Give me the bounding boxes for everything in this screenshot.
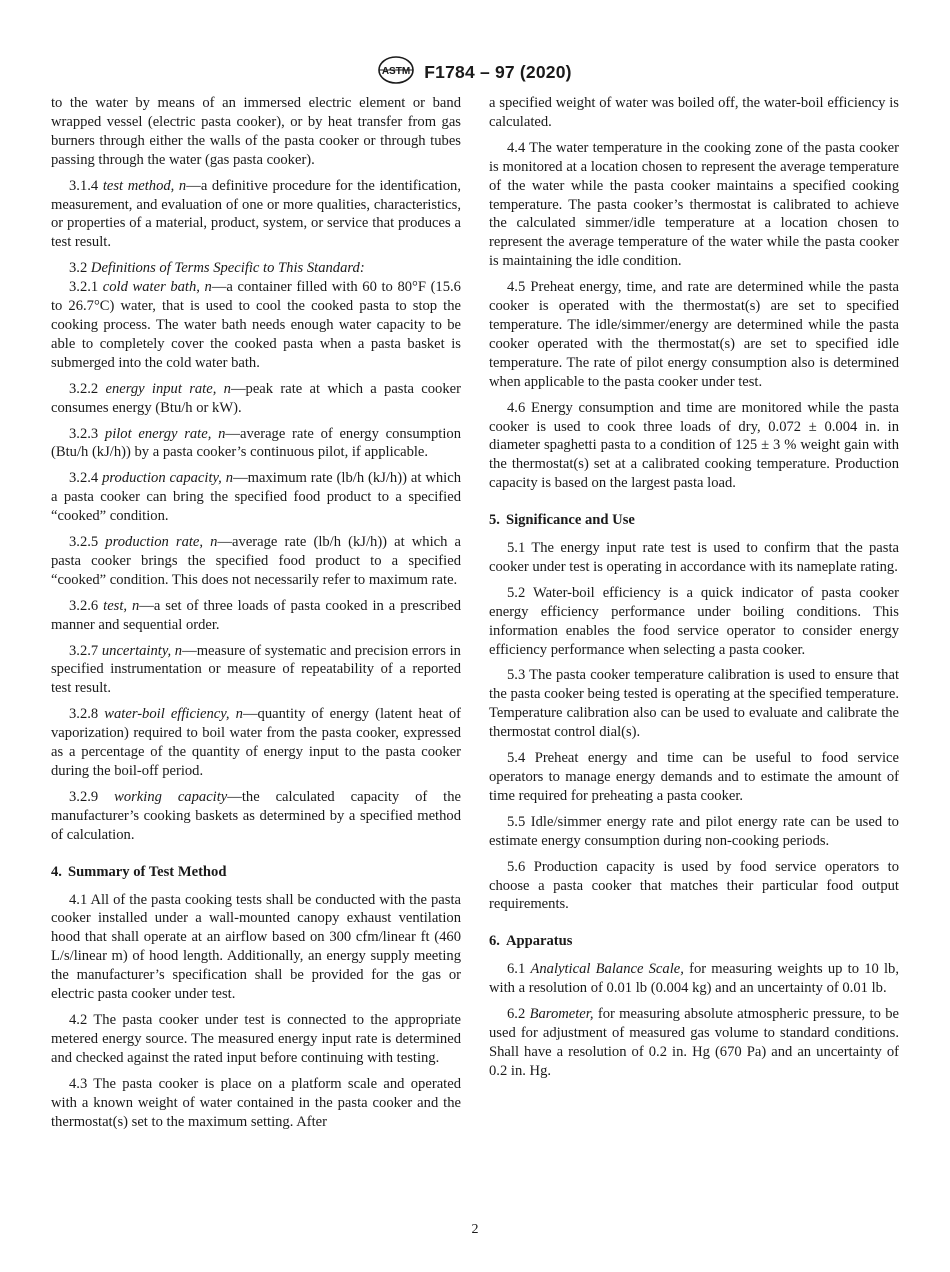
paragraph-5-5: 5.5 Idle/simmer energy rate and pilot energy rate can be used to estimate energy consumption during non-cooking periods. [489, 813, 899, 849]
paragraph-6-2: 6.2 Barometer, for measuring absolute atmospheric pressure, to be used for adjustment of measured gas volume to standard conditions. Shall have a resolution of 0.2 in. Hg (670 Pa) and an uncertainty of 0.2 in. Hg. [489, 1006, 899, 1079]
definition-3-2-1: 3.2.1 cold water bath, n—a container filled with 60 to 80°F (15.6 to 26.7°C) water, that is used to cool the cooked pasta to stop the cooking process. The water bath needs enough water capacity to be able to completely cover the cooked pasta when a pasta basket is submerged into the cold water bath. [51, 279, 461, 371]
section-5-heading: 5. Significance and Use [489, 512, 635, 529]
page-header [0, 56, 950, 86]
section-3-2-heading: 3.2 Definitions of Terms Specific to This Standard: [69, 260, 365, 277]
paragraph-4-3: 4.3 The pasta cooker is place on a platform scale and operated with a known weight of water contained in the pasta cooker and the thermostat(s) set to the maximum setting. After [51, 1075, 461, 1130]
definition-3-2-3: 3.2.3 pilot energy rate, n—average rate of energy consumption (Btu/h (kJ/h)) by a pasta cooker’s continuous pilot, if applicable. [51, 425, 461, 461]
paragraph-4-4: 4.4 The water temperature in the cooking zone of the pasta cooker is monitored at a location chosen to represent the average temperature of the water while the pasta cooker maintains a specified cooking temperature. The pasta cooker’s thermostat is calibrated to achieve the calculated simmer/idle temperature at a location chosen to represent the average temperature of the water while the pasta cooker is maintaining the idle condition. [489, 139, 899, 270]
paragraph-continued: to the water by means of an immersed electric element or band wrapped vessel (electric pasta cooker), or by heat transfer from gas burners through either the walls of the pasta cooker or through tubes passing through the water (gas pasta cooker). [51, 95, 461, 168]
svg-text:ASTM: ASTM [382, 66, 411, 77]
definition-3-2-9: 3.2.9 working capacity—the calculated capacity of the manufacturer’s cooking baskets as determined by a specified method of calculation. [51, 788, 462, 843]
left-column [51, 94, 461, 1138]
standard-designation: F1784 – 97 (2020) [424, 62, 572, 82]
definition-3-2-8: 3.2.8 water-boil efficiency, n—quantity of energy (latent heat of vaporization) required to boil water from the pasta cooker, expressed as a percentage of the quantity of energy input to the pasta cooker during the boil-off period. [51, 706, 461, 779]
paragraph-continued-right: a specified weight of water was boiled off, the water-boil efficiency is calculated. [489, 95, 899, 130]
paragraph-5-4: 5.4 Preheat energy and time can be useful to food service operators to manage energy demands and to estimate the amount of time required for preheating a pasta cooker. [489, 750, 899, 804]
paragraph-4-2: 4.2 The pasta cooker under test is connected to the appropriate metered energy source. The measured energy input rate is determined and checked against the rated input before continuing with testing. [51, 1011, 461, 1066]
definition-3-2-4: 3.2.4 production capacity, n—maximum rate (lb/h (kJ/h)) at which a pasta cooker can bring the specified food product to a specified “cooked” condition. [51, 470, 462, 525]
right-column [489, 94, 899, 1088]
page-number: 2 [471, 1222, 479, 1237]
paragraph-5-6: 5.6 Production capacity is used by food service operators to choose a pasta cooker that matches their particular food output requirements. [489, 858, 899, 913]
paragraph-5-1: 5.1 The energy input rate test is used to confirm that the pasta cooker under test is operating in accordance with its nameplate rating. [489, 540, 899, 575]
definition-3-2-2: 3.2.2 energy input rate, n—peak rate at which a pasta cooker consumes energy (Btu/h or kW). [51, 380, 461, 416]
astm-logo-icon [378, 56, 414, 89]
section-6-heading: 6. Apparatus [489, 933, 573, 950]
paragraph-6-1: 6.1 Analytical Balance Scale, for measuring weights up to 10 lb, with a resolution of 0.01 lb (0.004 kg) and an uncertainty of 0.01 lb. [489, 961, 899, 997]
paragraph-4-6: 4.6 Energy consumption and time are monitored while the pasta cooker is used to cook three loads of dry, 0.072 ± 0.004 in. in diameter spaghetti pasta to a condition of 125 ± 3 % weight gain with the thermostat(s) set at a calibrated cooking temperature. Production capacity is based on the largest pasta load. [489, 399, 899, 492]
section-4-heading: 4. Summary of Test Method [51, 863, 227, 880]
definition-3-2-5: 3.2.5 production rate, n—average rate (lb/h (kJ/h)) at which a pasta cooker brings the specified food product to a specified “cooked” condition. This does not necessarily refer to maximum rate. [51, 534, 461, 588]
definition-3-1-4: 3.1.4 test method, n—a definitive procedure for the identification, measurement, and evaluation of one or more qualities, characteristics, or properties of a material, product, system, or service that produces a test result. [51, 177, 461, 251]
paragraph-4-5: 4.5 Preheat energy, time, and rate are determined while the pasta cooker is operated with the thermostat(s) are set to specified temperature. The idle/simmer/energy are determined while the pasta cooker operated with the thermostat(s) are set to specified idle temperature. The rate of pilot energy consumption also is determined when applicable to the pasta cooker under test. [489, 279, 899, 390]
definition-3-2-7: 3.2.7 uncertainty, n—measure of systematic and precision errors in specified instrumentation or measure of repeatability of a reported test result. [51, 642, 461, 697]
paragraph-4-1: 4.1 All of the pasta cooking tests shall be conducted with the pasta cooker installed under a wall-mounted canopy exhaust ventilation hood that shall operate at an airflow based on 300 cfm/linear ft (460 L/s/linear m) of hood length. Additionally, an energy supply meeting the manufacturer’s specification shall be provided for the gas or electric pasta cooker under test. [51, 891, 461, 1003]
paragraph-5-3: 5.3 The pasta cooker temperature calibration is used to ensure that the pasta cooker being tested is operating at the specified temperature. Temperature calibration also can be used to evaluate and calibrate the thermostat control dial(s). [489, 667, 900, 741]
paragraph-5-2: 5.2 Water-boil efficiency is a quick indicator of pasta cooker energy efficiency performance under boiling conditions. This information enables the food service operator to consider energy efficiency performance when selecting a pasta cooker. [489, 584, 899, 658]
definition-3-2-6: 3.2.6 test, n—a set of three loads of pasta cooked in a prescribed manner and sequential order. [51, 597, 461, 633]
